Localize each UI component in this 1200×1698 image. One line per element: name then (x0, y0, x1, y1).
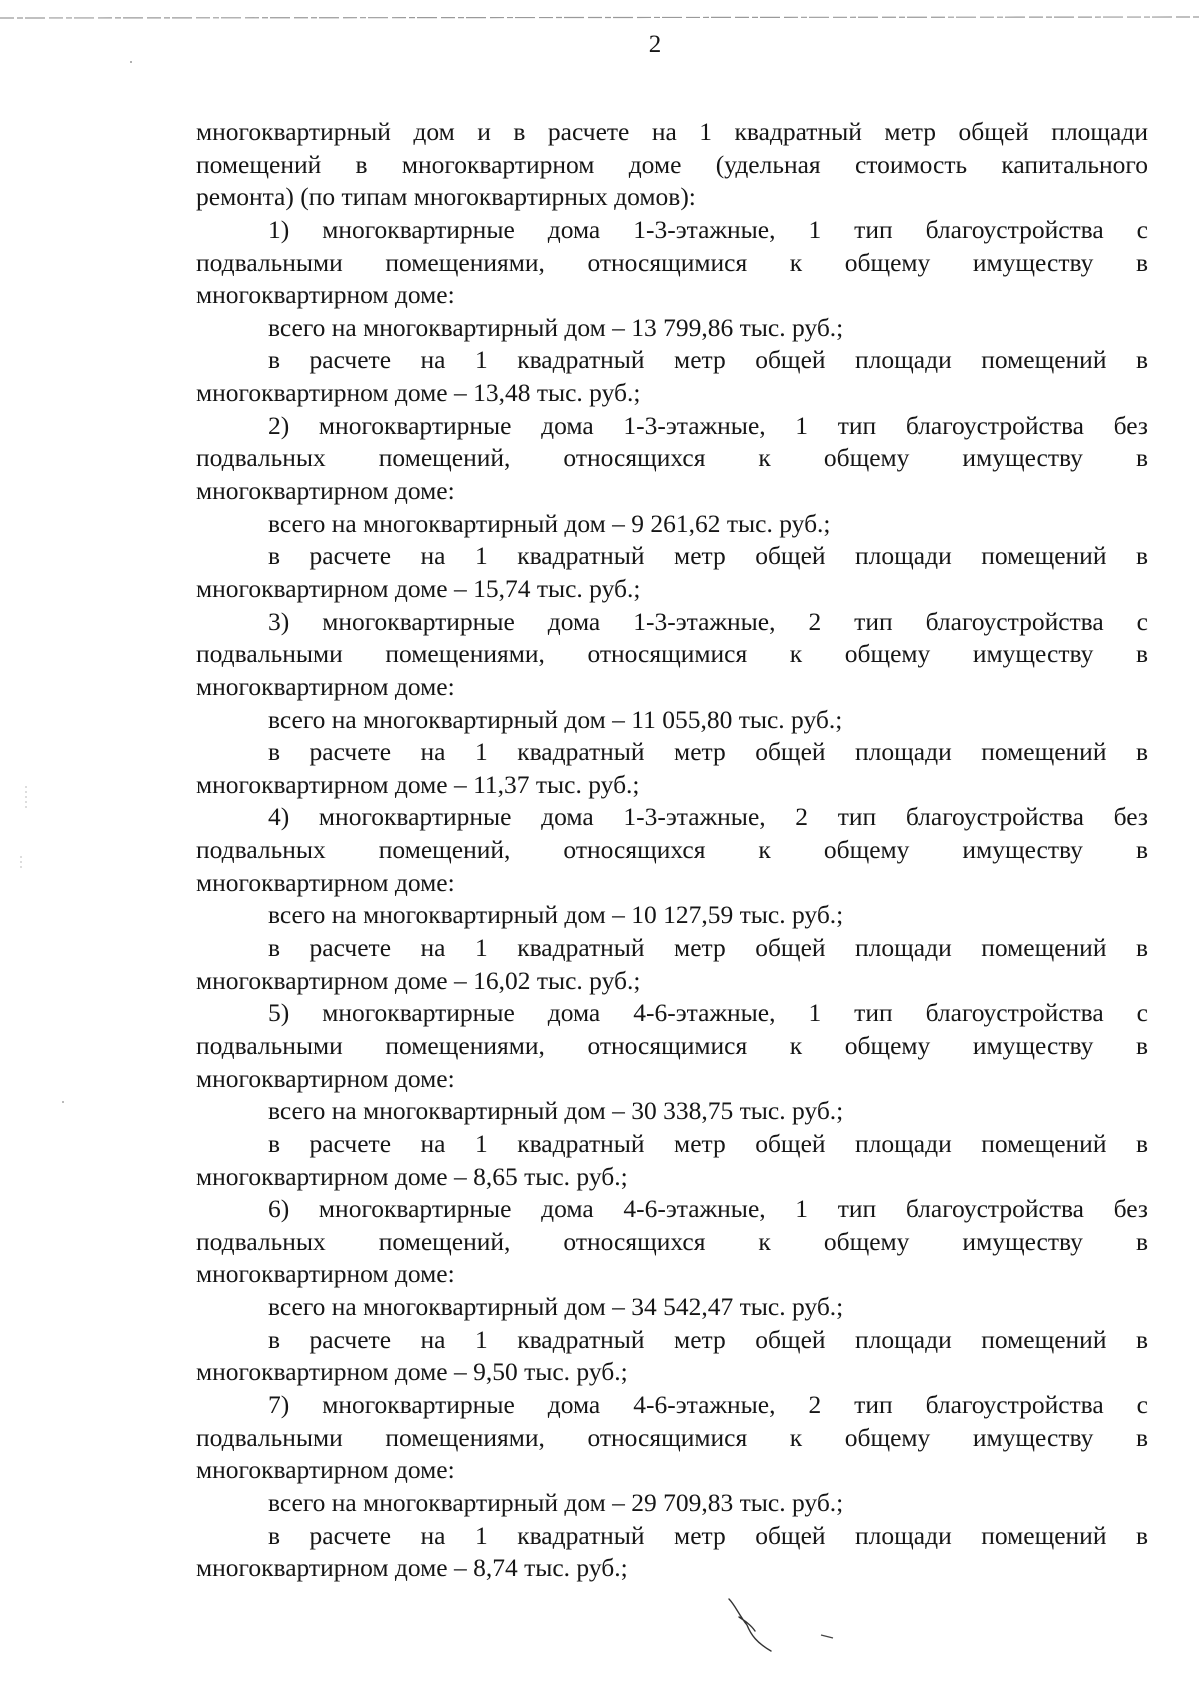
text-line: подвальными помещениями, относящимися к общему имуществу в (196, 639, 1148, 669)
text-line: подвальных помещений, относящихся к общему имуществу в (196, 1226, 1148, 1256)
text-line: многоквартирном доме: (196, 867, 455, 897)
text-line: многоквартирном доме – 11,37 тыс. руб.; (196, 769, 640, 799)
text-line: в расчете на 1 квадратный метр общей площади помещений в (268, 1520, 1148, 1550)
text-line: многоквартирном доме – 9,50 тыс. руб.; (196, 1357, 628, 1387)
scan-speck-marks (0, 0, 200, 1698)
text-line: многоквартирном доме: (196, 1259, 455, 1289)
text-line: многоквартирном доме – 15,74 тыс. руб.; (196, 573, 641, 603)
text-line: подвальных помещений, относящихся к общему имуществу в (196, 835, 1148, 865)
text-line: многоквартирном доме – 16,02 тыс. руб.; (196, 965, 641, 995)
page-number: 2 (648, 31, 662, 58)
text-line: всего на многоквартирный дом – 13 799,86 тыс. руб.; (268, 312, 844, 342)
text-line: всего на многоквартирный дом – 9 261,62 тыс. руб.; (268, 508, 831, 538)
text-line: 6) многоквартирные дома 4-6-этажные, 1 тип благоустройства без (268, 1194, 1148, 1224)
text-line: всего на многоквартирный дом – 10 127,59 тыс. руб.; (268, 900, 844, 930)
text-line: 4) многоквартирные дома 1-3-этажные, 2 тип благоустройства без (268, 802, 1148, 832)
text-line: подвальными помещениями, относящимися к общему имуществу в (196, 1030, 1148, 1060)
document-body (196, 116, 1148, 1585)
text-line: 5) многоквартирные дома 4-6-этажные, 1 тип благоустройства с (268, 998, 1148, 1028)
text-line: 3) многоквартирные дома 1-3-этажные, 2 тип благоустройства с (268, 606, 1148, 636)
text-line: многоквартирном доме – 8,65 тыс. руб.; (196, 1161, 628, 1191)
text-line: подвальными помещениями, относящимися к общему имуществу в (196, 1422, 1148, 1452)
text-line: всего на многоквартирный дом – 30 338,75 тыс. руб.; (268, 1096, 844, 1126)
text-line: в расчете на 1 квадратный метр общей площади помещений в (268, 541, 1148, 571)
text-line: подвальными помещениями, относящимися к общему имуществу в (196, 247, 1148, 277)
text-line: помещений в многоквартирном доме (удельная стоимость капитального (196, 149, 1148, 179)
text-line: многоквартирном доме: (196, 1063, 455, 1093)
text-line: всего на многоквартирный дом – 11 055,80 тыс. руб.; (268, 704, 843, 734)
text-line: в расчете на 1 квадратный метр общей площади помещений в (268, 345, 1148, 375)
text-line: многоквартирном доме – 8,74 тыс. руб.; (196, 1553, 628, 1583)
text-line: многоквартирном доме: (196, 476, 455, 506)
text-line: многоквартирном доме – 13,48 тыс. руб.; (196, 378, 641, 408)
text-line: многоквартирном доме: (196, 1455, 455, 1485)
text-line: многоквартирном доме: (196, 671, 455, 701)
text-line: в расчете на 1 квадратный метр общей площади помещений в (268, 1128, 1148, 1158)
text-line: многоквартирном доме: (196, 280, 455, 310)
text-line: в расчете на 1 квадратный метр общей площади помещений в (268, 1324, 1148, 1354)
text-line: в расчете на 1 квадратный метр общей площади помещений в (268, 933, 1148, 963)
text-line: ремонта) (по типам многоквартирных домов): (196, 182, 696, 212)
text-line: подвальных помещений, относящихся к общему имуществу в (196, 443, 1148, 473)
text-line: всего на многоквартирный дом – 34 542,47 тыс. руб.; (268, 1292, 844, 1322)
text-line: 2) многоквартирные дома 1-3-этажные, 1 тип благоустройства без (268, 410, 1148, 440)
text-line: всего на многоквартирный дом – 29 709,83 тыс. руб.; (268, 1487, 844, 1517)
text-line: многоквартирный дом и в расчете на 1 квадратный метр общей площади (196, 117, 1148, 146)
text-line: 1) многоквартирные дома 1-3-этажные, 1 тип благоустройства с (268, 214, 1148, 244)
text-line: в расчете на 1 квадратный метр общей площади помещений в (268, 737, 1148, 767)
signature-mark (725, 1595, 845, 1665)
text-line: 7) многоквартирные дома 4-6-этажные, 2 тип благоустройства с (268, 1389, 1148, 1419)
